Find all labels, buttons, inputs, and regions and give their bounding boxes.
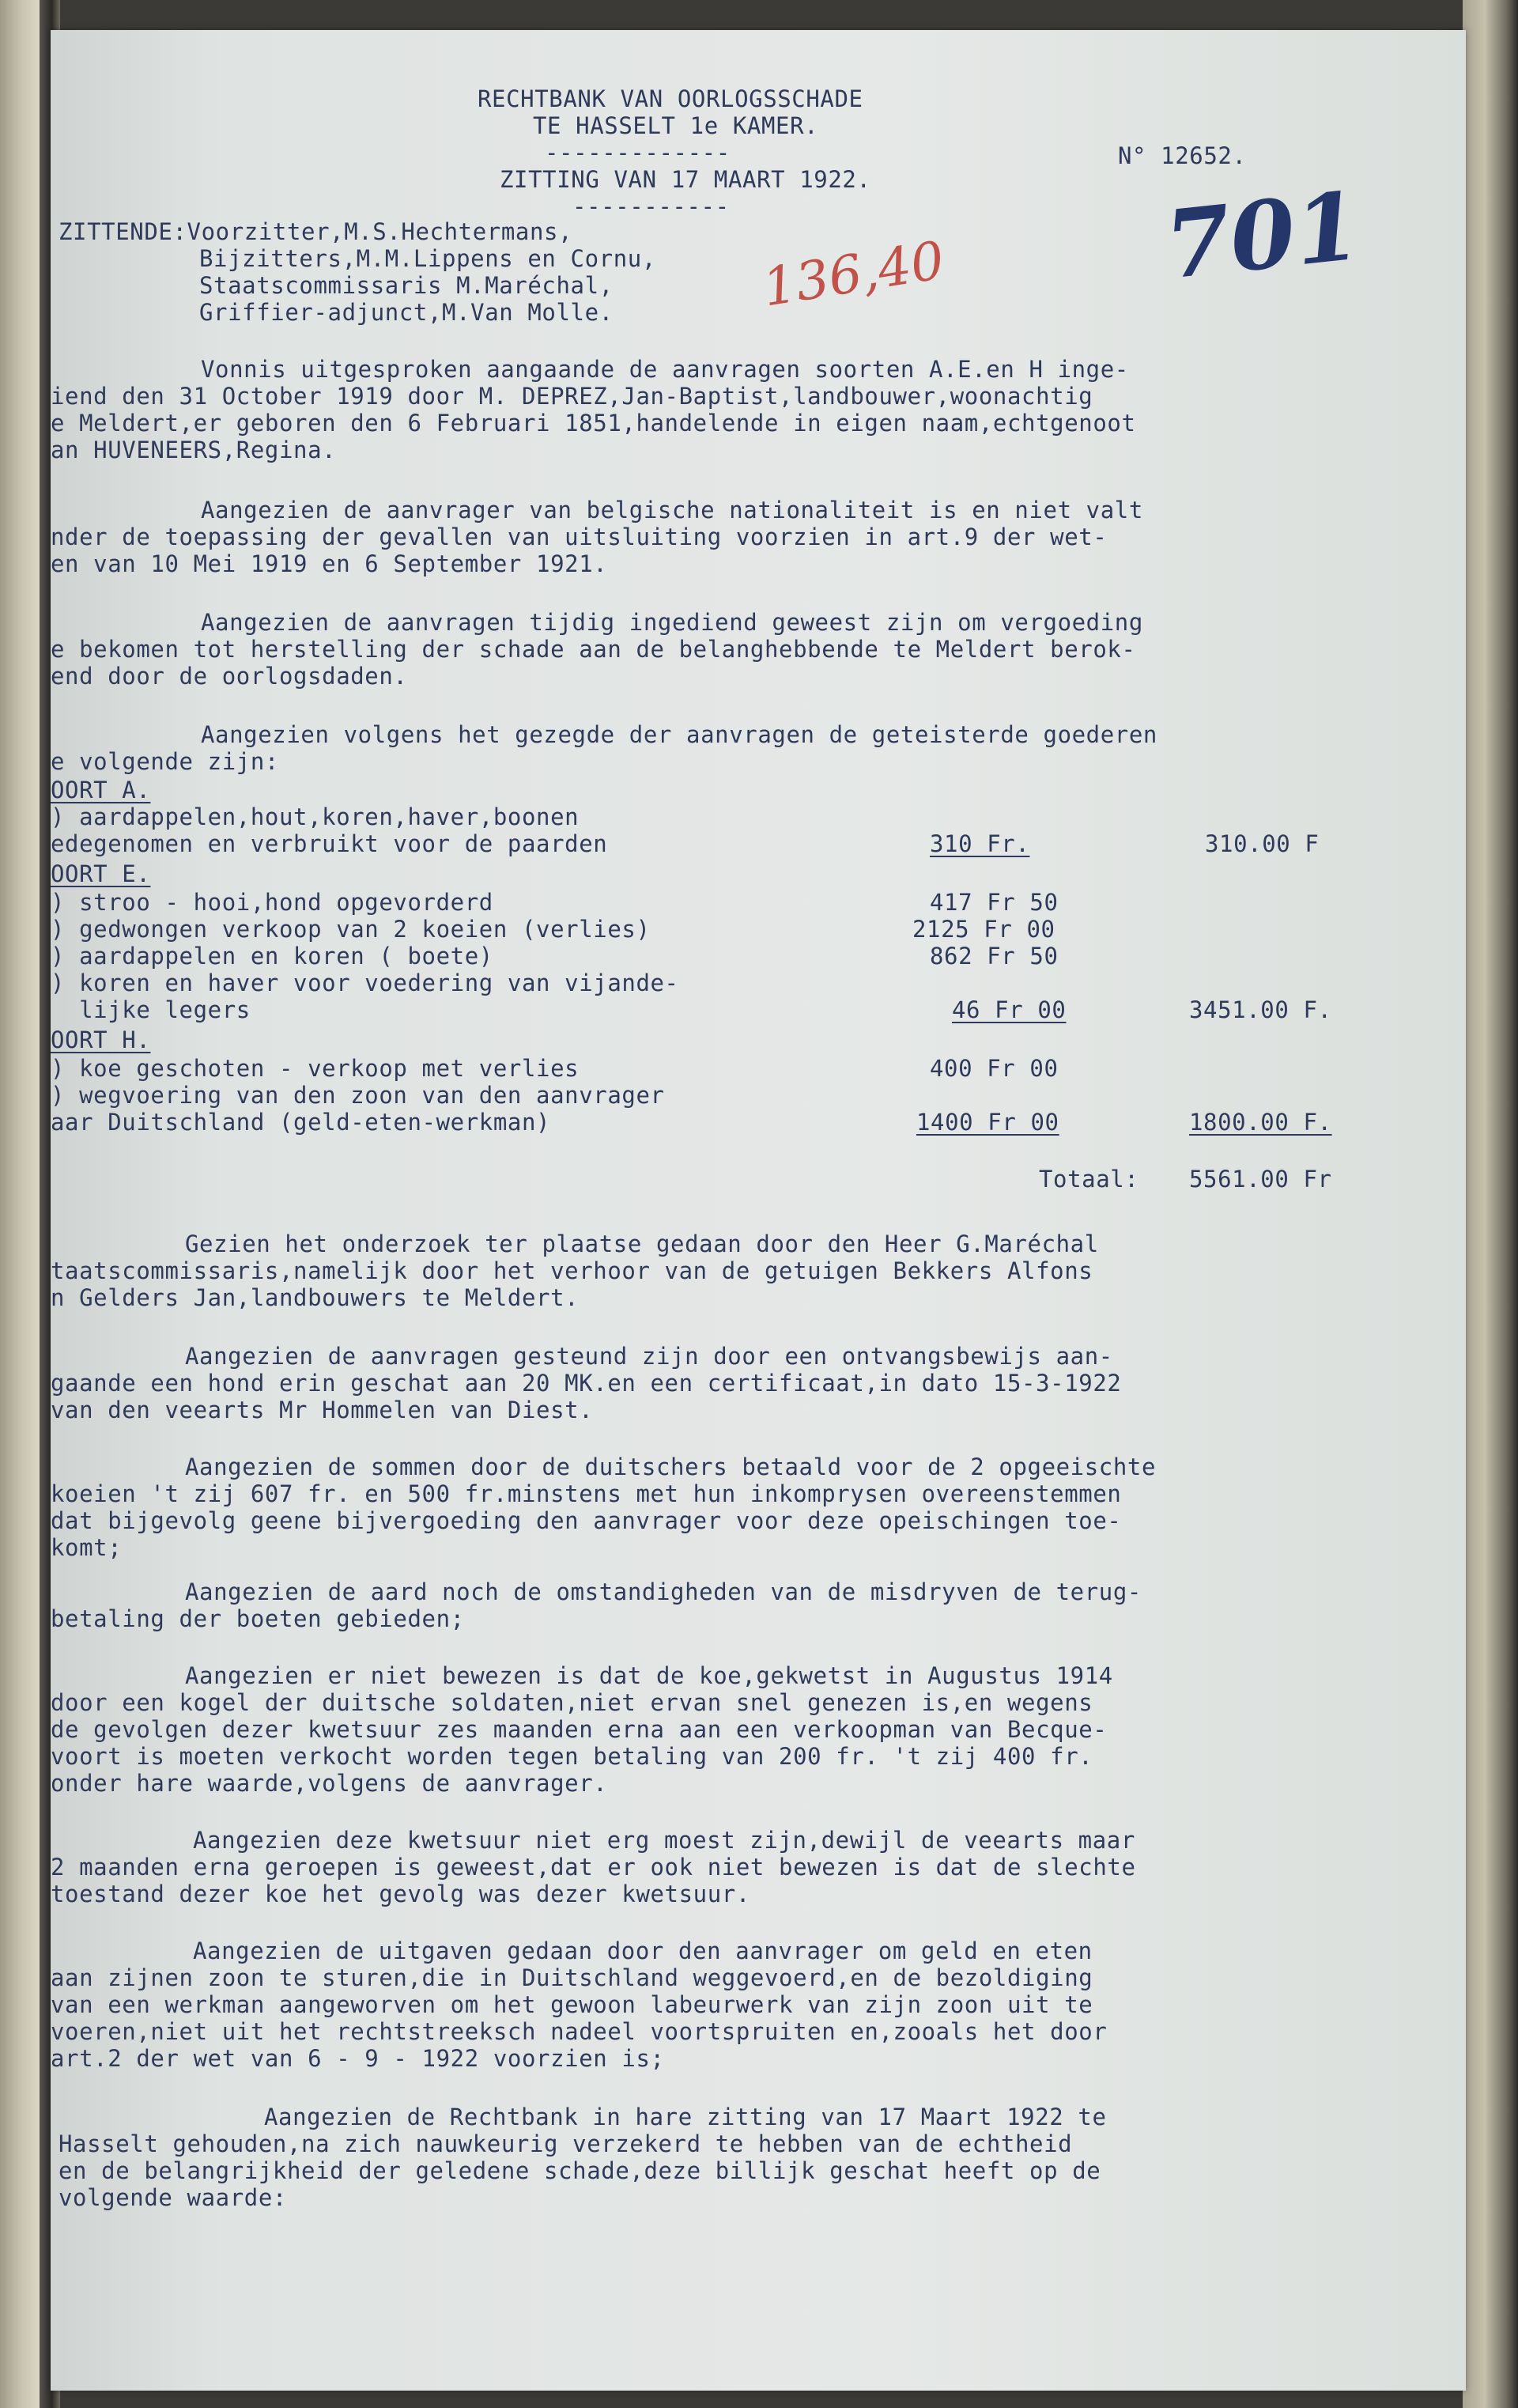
claim-item: ) koren en haver voor voedering van vijande-: [51, 970, 679, 996]
claim-item: ) wegvoering van den zoon van den aanvrager: [51, 1082, 665, 1109]
header-separator-2: -----------: [572, 193, 730, 220]
paragraph-line: Aangezien deze kwetsuur niet erg moest zijn,dewijl de veearts maar: [193, 1827, 1135, 1854]
paragraph-line: Aangezien de Rechtbank in hare zitting van 17 Maart 1922 te: [264, 2104, 1107, 2130]
paragraph-line: e volgende zijn:: [51, 748, 279, 775]
case-number: N° 12652.: [1118, 142, 1247, 169]
category-subtotal: 1800.00 F.: [1189, 1109, 1332, 1136]
claim-amount: 310 Fr.: [930, 830, 1030, 857]
paragraph-line: volgende waarde:: [59, 2184, 287, 2211]
paragraph-line: Aangezien de aanvrager van belgische nationaliteit is en niet valt: [201, 497, 1143, 524]
paragraph-line: 2 maanden erna geroepen is geweest,dat er ook niet bewezen is dat de slechte: [51, 1854, 1136, 1881]
composition-line: Staatscommissaris M.Maréchal,: [199, 272, 614, 299]
claim-category-e: OORT E.: [51, 860, 151, 887]
claim-category-h: OORT H.: [51, 1026, 151, 1053]
intro-line: e Meldert,er geboren den 6 Februari 1851,handelende in eigen naam,echtgenoot: [51, 410, 1136, 437]
paragraph-line: e bekomen tot herstelling der schade aan de belanghebbende te Meldert berok-: [51, 636, 1136, 663]
paragraph-line: Aangezien de aanvragen gesteund zijn door een ontvangsbewijs aan-: [185, 1343, 1113, 1370]
paragraph-line: Aangezien de uitgaven gedaan door den aanvrager om geld en eten: [193, 1937, 1093, 1964]
claim-amount: 2125 Fr 00: [912, 916, 1055, 943]
composition-line: ZITTENDE:Voorzitter,M.S.Hechtermans,: [59, 218, 573, 245]
paragraph-line: betaling der boeten gebieden;: [51, 1605, 465, 1632]
paragraph-line: end door de oorlogsdaden.: [51, 663, 408, 690]
claim-item: lijke legers: [51, 996, 251, 1023]
paragraph-line: koeien 't zij 607 fr. en 500 fr.minstens met hun inkomprysen overeenstemmen: [51, 1480, 1122, 1507]
paragraph-line: en de belangrijkheid der geledene schade,deze billijk geschat heeft op de: [59, 2157, 1101, 2184]
paragraph-line: Aangezien de aanvragen tijdig ingediend geweest zijn om vergoeding: [201, 609, 1143, 636]
claim-amount: 862 Fr 50: [930, 943, 1059, 970]
grand-total-label: Totaal:: [1039, 1166, 1139, 1193]
court-name: RECHTBANK VAN OORLOGSSCHADE: [478, 85, 863, 112]
intro-line: iend den 31 October 1919 door M. DEPREZ,Jan-Baptist,landbouwer,woonachtig: [51, 383, 1093, 410]
intro-line: an HUVENEERS,Regina.: [51, 437, 337, 463]
paragraph-line: voeren,niet uit het rechtstreeksch nadeel voortspruiten en,zooals het door: [51, 2018, 1108, 2045]
handwritten-folio-number: 701: [1160, 170, 1365, 301]
claim-category-a: OORT A.: [51, 777, 151, 803]
composition-line: Bijzitters,M.M.Lippens en Cornu,: [199, 245, 656, 272]
paragraph-line: voort is moeten verkocht worden tegen betaling van 200 fr. 't zij 400 fr.: [51, 1743, 1093, 1770]
page-stack-edge: [1463, 0, 1518, 2408]
paragraph-line: de gevolgen dezer kwetsuur zes maanden erna aan een verkoopman van Becque-: [51, 1716, 1108, 1743]
claim-item: ) aardappelen,hout,koren,haver,boonen: [51, 803, 580, 830]
paragraph-line: nder de toepassing der gevallen van uitsluiting voorzien in art.9 der wet-: [51, 524, 1108, 550]
paragraph-line: Gezien het onderzoek ter plaatse gedaan door den Heer G.Maréchal: [185, 1230, 1099, 1257]
composition-line: Griffier-adjunct,M.Van Molle.: [199, 299, 614, 326]
paragraph-line: onder hare waarde,volgens de aanvrager.: [51, 1770, 608, 1797]
paragraph-line: dat bijgevolg geene bijvergoeding den aanvrager voor deze opeischingen toe-: [51, 1507, 1122, 1534]
paragraph-line: van een werkman aangeworven om het gewoon labeurwerk van zijn zoon uit te: [51, 1991, 1093, 2018]
paragraph-line: Aangezien de sommen door de duitschers betaald voor de 2 opgeeischte: [185, 1453, 1157, 1480]
claim-item: ) stroo - hooi,hond opgevorderd: [51, 889, 493, 916]
grand-total-amount: 5561.00 Fr: [1189, 1166, 1332, 1193]
paragraph-line: Aangezien de aard noch de omstandigheden van de misdryven de terug-: [185, 1578, 1142, 1605]
paragraph-line: van den veearts Mr Hommelen van Diest.: [51, 1397, 594, 1423]
category-subtotal: 310.00 F: [1205, 830, 1320, 857]
header-separator: -------------: [545, 139, 731, 166]
claim-item: ) aardappelen en koren ( boete): [51, 943, 493, 970]
claim-item: edegenomen en verbruikt voor de paarden: [51, 830, 608, 857]
paragraph-line: komt;: [51, 1534, 123, 1561]
paragraph-line: gaande een hond erin geschat aan 20 MK.en een certificaat,in dato 15-3-1922: [51, 1370, 1122, 1397]
paragraph-line: n Gelders Jan,landbouwers te Meldert.: [51, 1284, 580, 1311]
paragraph-line: aan zijnen zoon te sturen,die in Duitschland weggevoerd,en de bezoldiging: [51, 1964, 1093, 1991]
paragraph-line: Aangezien volgens het gezegde der aanvragen de geteisterde goederen: [201, 721, 1157, 748]
claim-amount: 400 Fr 00: [930, 1055, 1059, 1082]
category-subtotal: 3451.00 F.: [1189, 996, 1332, 1023]
paragraph-line: door een kogel der duitsche soldaten,niet ervan snel genezen is,en wegens: [51, 1689, 1093, 1716]
claim-amount: 46 Fr 00: [952, 996, 1067, 1023]
intro-line: Vonnis uitgesproken aangaande de aanvragen soorten A.E.en H inge-: [201, 356, 1129, 383]
handwritten-red-note: 136,40: [758, 229, 949, 319]
paragraph-line: Aangezien er niet bewezen is dat de koe,gekwetst in Augustus 1914: [185, 1662, 1113, 1689]
claim-amount: 1400 Fr 00: [916, 1109, 1059, 1136]
paragraph-line: Hasselt gehouden,na zich nauwkeurig verzekerd te hebben van de echtheid: [59, 2130, 1073, 2157]
paragraph-line: taatscommissaris,namelijk door het verhoor van de getuigen Bekkers Alfons: [51, 1257, 1093, 1284]
claim-item: ) koe geschoten - verkoop met verlies: [51, 1055, 580, 1082]
claim-amount: 417 Fr 50: [930, 889, 1059, 916]
court-chamber: TE HASSELT 1e KAMER.: [533, 112, 819, 139]
session-date: ZITTING VAN 17 MAART 1922.: [500, 166, 871, 193]
claim-item: ) gedwongen verkoop van 2 koeien (verlies): [51, 916, 651, 943]
typed-judgment-sheet: [51, 30, 1466, 2391]
paragraph-line: art.2 der wet van 6 - 9 - 1922 voorzien is;: [51, 2045, 665, 2072]
claim-item: aar Duitschland (geld-eten-werkman): [51, 1109, 551, 1136]
paragraph-line: en van 10 Mei 1919 en 6 September 1921.: [51, 550, 608, 577]
paragraph-line: toestand dezer koe het gevolg was dezer kwetsuur.: [51, 1881, 750, 1907]
